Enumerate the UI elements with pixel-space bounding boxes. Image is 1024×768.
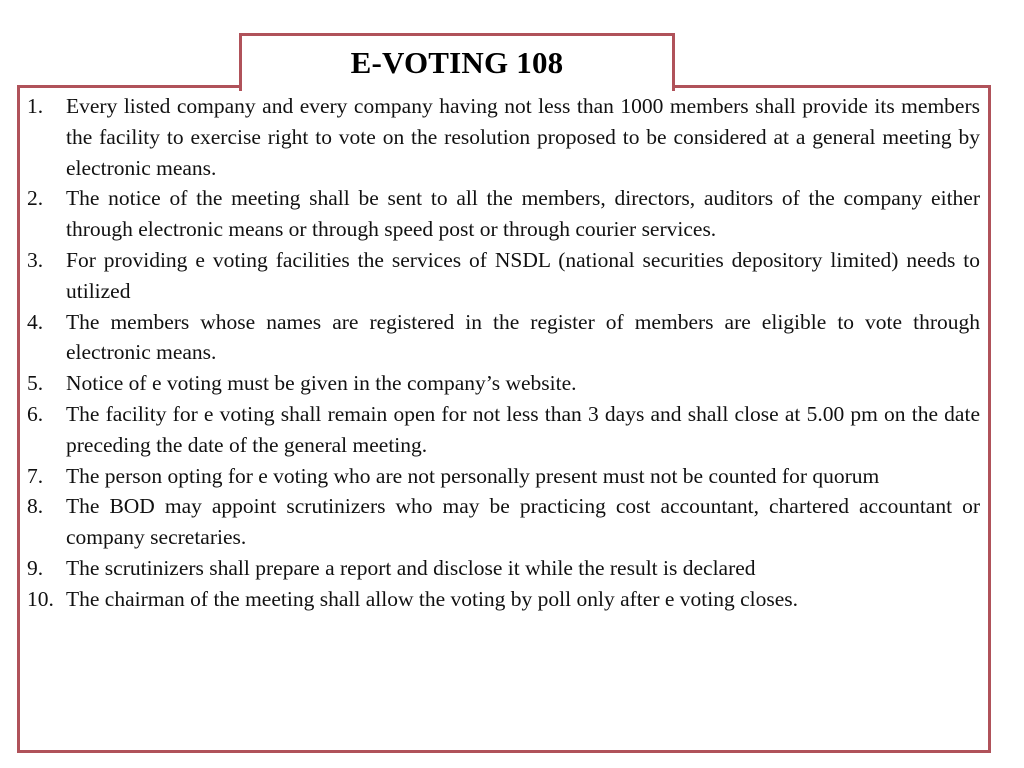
item-text: For providing e voting facilities the services of NSDL (national securities depository limited) needs to utilized [66, 247, 980, 303]
item-text: The members whose names are registered in the register of members are eligible to vote through electronic means. [66, 309, 980, 365]
item-number: 8. [27, 494, 44, 519]
list-item [27, 584, 980, 615]
item-text: The chairman of the meeting shall allow the voting by poll only after e voting closes. [66, 586, 799, 611]
list-item [27, 491, 980, 553]
list-item [27, 368, 980, 399]
item-text: The scrutinizers shall prepare a report and disclose it while the result is declared [66, 555, 756, 580]
item-text: The person opting for e voting who are not personally present must not be counted for quorum [66, 463, 880, 488]
item-number: 10. [27, 586, 54, 611]
title-frame [239, 33, 675, 91]
item-number: 3. [27, 247, 44, 272]
list-item [27, 307, 980, 369]
list-item [27, 183, 980, 245]
item-text: Notice of e voting must be given in the company’s website. [66, 371, 577, 396]
item-text: The BOD may appoint scrutinizers who may be practicing cost accountant, chartered accountant or company secretaries. [66, 494, 980, 550]
item-number: 4. [27, 309, 44, 334]
slide-title: E-VOTING 108 [350, 45, 564, 80]
list-item [27, 461, 980, 492]
item-text: Every listed company and every company having not less than 1000 members shall provide its members the facility to exercise right to vote on the resolution proposed to be considered at a general meeting by electronic means. [66, 94, 980, 180]
rules-list [27, 91, 980, 615]
list-item [27, 399, 980, 461]
list-item [27, 245, 980, 307]
item-number: 1. [27, 94, 44, 118]
item-number: 2. [27, 186, 44, 211]
list-item [27, 553, 980, 584]
item-number: 7. [27, 463, 44, 488]
list-item [27, 91, 980, 183]
item-number: 5. [27, 371, 44, 396]
item-text: The notice of the meeting shall be sent to all the members, directors, auditors of the company either through electronic means or through speed post or through courier services. [66, 186, 980, 242]
item-text: The facility for e voting shall remain open for not less than 3 days and shall close at 5.00 pm on the date preceding the date of the general meeting. [66, 401, 980, 457]
item-number: 9. [27, 555, 44, 580]
item-number: 6. [27, 401, 44, 426]
